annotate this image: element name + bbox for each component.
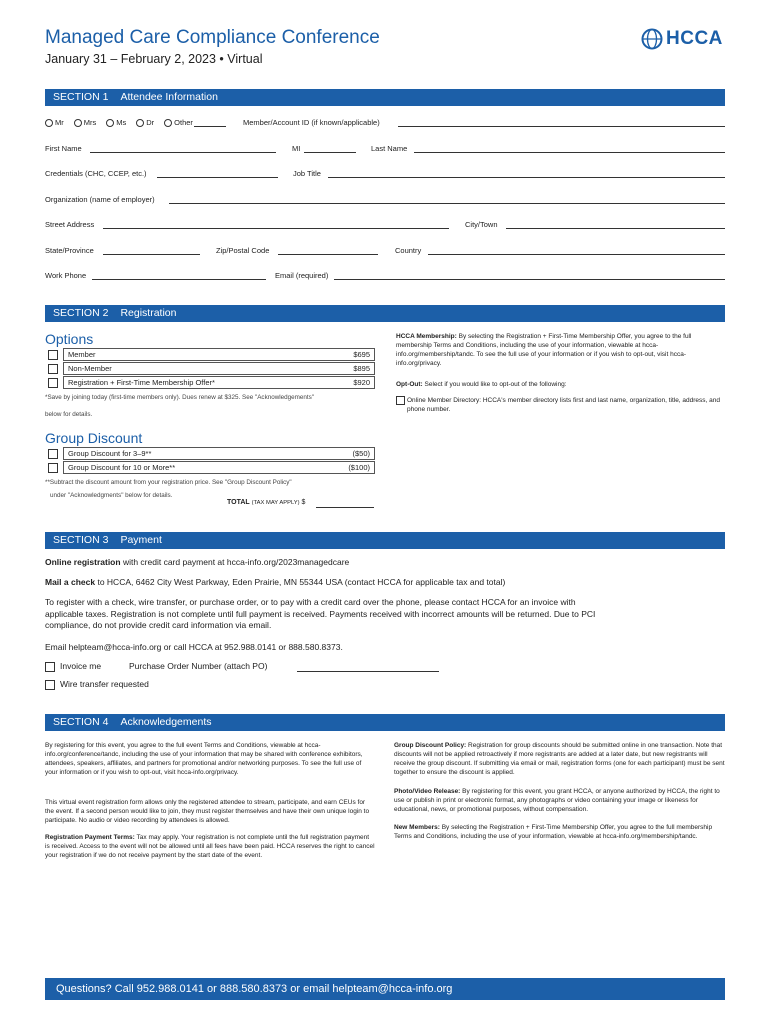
first-name-label: First Name <box>45 144 82 153</box>
payment-terms-bold: Registration Payment Terms: <box>45 834 135 841</box>
option-price: $695 <box>353 350 370 359</box>
member-id-field[interactable] <box>398 126 725 127</box>
section-number: SECTION 2 <box>53 307 109 319</box>
work-phone-field[interactable] <box>92 279 266 280</box>
po-field[interactable] <box>297 671 439 672</box>
radio-ms[interactable] <box>106 119 114 127</box>
mail-bold: Mail a check <box>45 577 96 587</box>
optout-note <box>396 380 720 389</box>
wire-checkbox[interactable] <box>45 680 55 690</box>
invoice-label: Invoice me <box>60 661 102 671</box>
hcca-globe-icon <box>641 28 663 50</box>
country-label: Country <box>395 246 422 255</box>
total-row <box>227 499 305 506</box>
option-label: Member <box>68 350 96 359</box>
contact-info: Email helpteam@hcca-info.org or call HCCA at 952.988.0141 or 888.580.8373. <box>45 642 343 652</box>
group-10-checkbox[interactable] <box>48 463 58 473</box>
member-checkbox[interactable] <box>48 350 58 360</box>
credentials-field[interactable] <box>157 177 278 178</box>
street-label: Street Address <box>45 220 95 229</box>
group-row <box>63 447 375 460</box>
radio-label: Other <box>174 118 193 127</box>
membership-text: By selecting the Registration + First-Time Membership Offer, you agree to the full membership Terms and Conditions, including the use of your information, viewable at hcca-info.org/membership/tandc. To see the full use of your information or if you wish to opt-out, visit hcca-info.org/privacy. <box>396 333 692 367</box>
section-title: Attendee Information <box>120 91 218 103</box>
wire-label: Wire transfer requested <box>60 679 149 689</box>
ack-new-members <box>394 823 725 841</box>
note-line: **Subtract the discount amount from your registration price. See "Group Discount Policy" <box>45 479 292 486</box>
note-line: below for details. <box>45 410 93 418</box>
radio-other[interactable] <box>164 119 172 127</box>
radio-mr[interactable] <box>45 119 53 127</box>
ack-payment-terms <box>45 833 375 860</box>
group-note <box>45 478 292 500</box>
option-row <box>63 362 375 375</box>
organization-field[interactable] <box>169 203 725 204</box>
photo-release-bold: Photo/Video Release: <box>394 788 461 795</box>
optout-bold: Opt-Out: <box>396 381 423 388</box>
zip-label: Zip/Postal Code <box>216 246 270 255</box>
job-title-field[interactable] <box>328 177 725 178</box>
total-sign: $ <box>301 499 306 506</box>
radio-label: Dr <box>146 118 155 127</box>
last-name-label: Last Name <box>371 144 408 153</box>
group-policy-text: Registration for group discounts should be submitted online in one transaction. Note that discounts will not be applied retroactively if more registrants are added at a later date, but new registrants will receive the group discount. If submitting via email or mail, registration forms (one for each participant) must be sent together to ensure the discount is applied. <box>394 742 725 776</box>
group-price: ($100) <box>348 463 370 472</box>
radio-label: Mrs <box>83 118 97 127</box>
email-field[interactable] <box>334 279 725 280</box>
mail-text: to HCCA, 6462 City West Parkway, Eden Prairie, MN 55344 USA (contact HCCA for applicable tax and total) <box>97 577 506 587</box>
group-price: ($50) <box>352 449 370 458</box>
group-discount-heading: Group Discount <box>45 430 143 446</box>
section-number: SECTION 3 <box>53 534 109 546</box>
ack-virtual: This virtual event registration form allows only the registered attendee to stream, participate, and earn CEUs for the event. If a second person would like to join, they must register themselves and have their own unique login to participate. No audio or video recording by attendees is allowed. <box>45 799 370 824</box>
online-bold: Online registration <box>45 557 121 567</box>
photo-release-text: By registering for this event, you grant HCCA, or anyone authorized by HCCA, the right to use or publish in print or electronic format, any photographs or video containing your image or likeness for educational, news, or promotional purposes, without compensation. <box>394 788 720 813</box>
membership-offer-checkbox[interactable] <box>48 378 58 388</box>
section-1-header <box>45 89 725 106</box>
mi-label: MI <box>292 144 301 153</box>
directory-optout-checkbox[interactable] <box>396 396 405 405</box>
group-3-9-checkbox[interactable] <box>48 449 58 459</box>
online-text: with credit card payment at hcca-info.org/2023managedcare <box>122 557 350 567</box>
option-row <box>63 376 375 389</box>
section-2-header <box>45 305 725 322</box>
work-phone-label: Work Phone <box>45 271 87 280</box>
optout-text: Select if you would like to opt-out of the following: <box>424 381 567 388</box>
hcca-logo <box>641 26 727 52</box>
total-field[interactable] <box>316 507 374 508</box>
radio-label: Ms <box>116 118 127 127</box>
note-line: *Save by joining today (first-time members only). Dues renew at $325. See "Acknowledgements" <box>45 394 315 401</box>
email-label: Email (required) <box>275 271 329 280</box>
group-row <box>63 461 375 474</box>
salutation-group <box>45 118 199 127</box>
radio-mrs[interactable] <box>74 119 82 127</box>
state-field[interactable] <box>103 254 200 255</box>
country-field[interactable] <box>428 254 725 255</box>
invoice-checkbox[interactable] <box>45 662 55 672</box>
option-price: $920 <box>353 378 370 387</box>
last-name-field[interactable] <box>414 152 725 153</box>
section-number: SECTION 1 <box>53 91 109 103</box>
total-label: TOTAL <box>227 499 250 506</box>
note-line: under "Acknowledgments" below for details. <box>50 491 173 499</box>
ack-group-policy <box>394 741 725 777</box>
total-sub: (TAX MAY APPLY) <box>251 500 300 506</box>
state-label: State/Province <box>45 246 94 255</box>
event-dates: January 31 – February 2, 2023 • Virtual <box>45 52 263 66</box>
options-heading: Options <box>45 331 94 347</box>
option-row <box>63 348 375 361</box>
group-label: Group Discount for 3–9** <box>68 449 152 458</box>
payment-terms-text: Tax may apply. Your registration is not complete until the full registration payment is received. Access to the event will not be allowed until all fees have been paid. HCCA reserves the right to cancel your registration if we do not receive payment by the start date of the event. <box>45 834 375 859</box>
option-price: $895 <box>353 364 370 373</box>
city-label: City/Town <box>465 220 498 229</box>
organization-label: Organization (name of employer) <box>45 195 155 204</box>
city-field[interactable] <box>506 228 725 229</box>
credentials-label: Credentials (CHC, CCEP, etc.) <box>45 169 147 178</box>
section-title: Registration <box>120 307 177 319</box>
member-id-label: Member/Account ID (if known/applicable) <box>243 118 380 127</box>
group-label: Group Discount for 10 or More** <box>68 463 176 472</box>
section-number: SECTION 4 <box>53 716 109 728</box>
zip-field[interactable] <box>278 254 378 255</box>
new-members-bold: New Members: <box>394 824 440 831</box>
footer-contact: Questions? Call 952.988.0141 or 888.580.8373 or email helpteam@hcca-info.org <box>45 978 725 1000</box>
membership-note <box>396 332 720 368</box>
ack-photo-release <box>394 787 725 814</box>
ack-terms: By registering for this event, you agree to the full event Terms and Conditions, viewable at hcca-info.org/conference/tandc, including the use of your information that may be shared with conference exhibitors, attendees, speakers, affiliates, and partners for promotional and/or networking purposes. To see the full use of your information or if you wish to opt-out, visit hcca-info.org/privacy. <box>45 742 363 776</box>
register-instructions: To register with a check, wire transfer, or purchase order, or to pay with a credit card over the phone, please contact HCCA for an invoice with applicable taxes. Registration is not complete until full payment is received. Payments received with incorrect amounts will be returned. Due to PCI compliance, do not provide credit card information via email. <box>45 597 596 630</box>
logo-text: HCCA <box>666 28 723 49</box>
option-label: Registration + First-Time Membership Offer* <box>68 378 215 387</box>
page-title: Managed Care Compliance Conference <box>45 27 380 48</box>
group-policy-bold: Group Discount Policy: <box>394 742 467 749</box>
section-3-header <box>45 532 725 549</box>
options-note <box>45 393 314 419</box>
radio-dr[interactable] <box>136 119 144 127</box>
mi-field[interactable] <box>304 152 356 153</box>
directory-note: Online Member Directory: HCCA's member directory lists first and last name, organization, title, address, and phone number. <box>407 397 720 413</box>
mail-check <box>45 577 725 589</box>
section-4-header <box>45 714 725 731</box>
po-label: Purchase Order Number (attach PO) <box>129 661 268 671</box>
first-name-field[interactable] <box>90 152 276 153</box>
street-field[interactable] <box>103 228 449 229</box>
online-registration <box>45 557 725 569</box>
option-label: Non-Member <box>68 364 112 373</box>
section-title: Payment <box>120 534 162 546</box>
radio-label: Mr <box>55 118 64 127</box>
non-member-checkbox[interactable] <box>48 364 58 374</box>
job-title-label: Job Title <box>293 169 321 178</box>
membership-bold: HCCA Membership: <box>396 333 457 340</box>
section-title: Acknowledgements <box>120 716 212 728</box>
new-members-text: By selecting the Registration + First-Time Membership Offer, you agree to the full membership Terms and Conditions, including the use of your information, viewable at hcca-info.org/membership/tandc. <box>394 824 713 840</box>
other-field[interactable] <box>194 126 226 127</box>
